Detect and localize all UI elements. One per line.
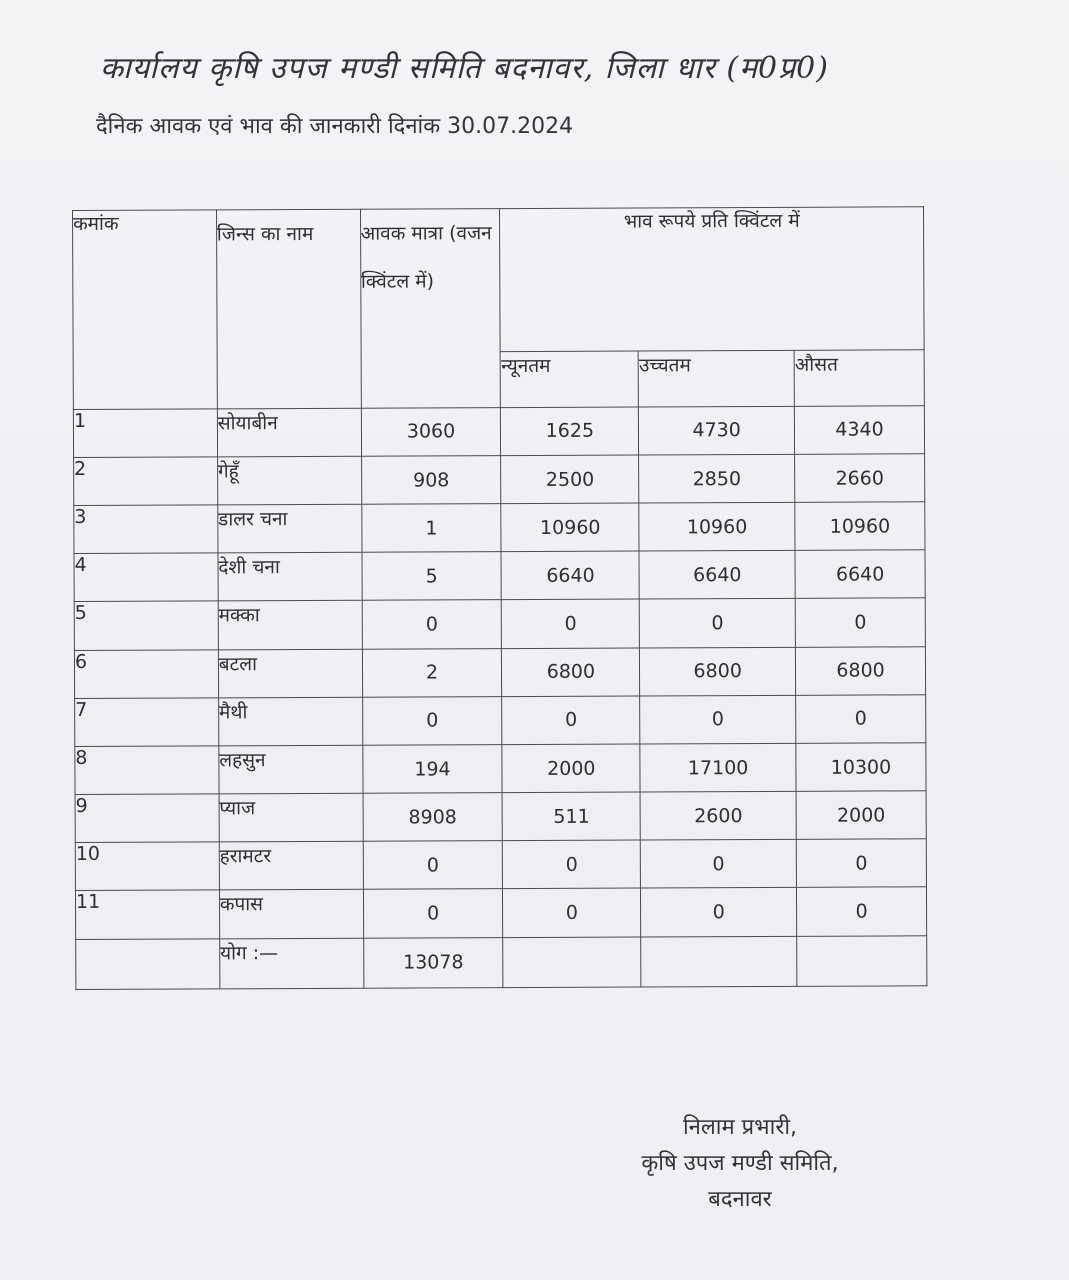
total-label: योग :— (219, 938, 363, 989)
row-commodity-name: लहसुन (219, 745, 363, 794)
row-avg-price: 10300 (796, 743, 926, 792)
table-row (75, 743, 926, 795)
table-row (75, 791, 926, 843)
row-min-price: 0 (503, 840, 641, 889)
row-commodity-name: प्याज (219, 793, 363, 842)
row-serial: 7 (75, 698, 219, 747)
row-max-price: 17100 (640, 743, 796, 792)
row-min-price: 0 (502, 696, 640, 745)
row-max-price: 0 (640, 695, 796, 744)
row-arrival: 5 (362, 552, 502, 601)
signature-block (600, 1110, 880, 1218)
total-serial-cell (76, 939, 220, 990)
row-max-price: 2850 (639, 454, 795, 503)
price-table (72, 206, 927, 990)
row-avg-price: 0 (797, 887, 927, 936)
header-row (73, 207, 925, 353)
row-commodity-name: सोयाबीन (217, 408, 361, 457)
row-max-price: 4730 (639, 406, 795, 455)
row-serial: 2 (74, 457, 218, 506)
row-commodity-name: हरामटर (219, 842, 363, 891)
row-commodity-name: मक्का (218, 601, 362, 650)
row-avg-price: 0 (795, 598, 925, 647)
row-arrival: 0 (363, 841, 503, 890)
row-min-price: 6640 (501, 551, 639, 600)
row-max-price: 6800 (640, 647, 796, 696)
total-row (76, 936, 927, 990)
table-row (75, 695, 926, 747)
total-avg-cell (797, 936, 927, 987)
row-commodity-name: मैथी (218, 697, 362, 746)
office-title: कार्यालय कृषि उपज मण्डी समिति बदनावर, जिला धार (म0प्र0) (100, 51, 829, 86)
row-max-price: 0 (640, 599, 796, 648)
column-header-min: न्यूनतम (501, 351, 639, 408)
table-row (74, 598, 925, 650)
row-arrival: 908 (361, 456, 501, 505)
row-serial: 1 (73, 409, 217, 458)
row-avg-price: 0 (796, 839, 926, 888)
row-serial: 11 (75, 890, 219, 939)
row-max-price: 2600 (640, 791, 796, 840)
row-arrival: 3060 (361, 407, 501, 456)
table-row (75, 839, 926, 891)
total-min-cell (503, 937, 641, 988)
row-avg-price: 2660 (795, 454, 925, 503)
row-min-price: 0 (503, 888, 641, 937)
signature-place: बदनावर (708, 1187, 772, 1212)
row-commodity-name: बटला (218, 649, 362, 698)
row-serial: 6 (74, 649, 218, 698)
row-min-price: 2000 (502, 744, 640, 793)
row-serial: 5 (74, 601, 218, 650)
column-header-commodity: जिन्स का नाम (216, 209, 361, 408)
row-max-price: 0 (641, 840, 797, 889)
row-commodity-name: देशी चना (218, 553, 362, 602)
table-row (74, 454, 925, 506)
row-arrival: 0 (362, 696, 502, 745)
row-avg-price: 6640 (795, 550, 925, 599)
row-max-price: 6640 (639, 551, 795, 600)
row-max-price: 0 (641, 888, 797, 937)
column-header-max: उच्चतम (638, 350, 794, 407)
column-header-price-group: भाव रूपये प्रति क्विंटल में (500, 207, 924, 351)
row-avg-price: 4340 (794, 406, 924, 455)
column-header-serial: कमांक (73, 210, 218, 409)
row-arrival: 194 (362, 745, 502, 794)
table-row (74, 502, 925, 554)
table-row (73, 406, 924, 458)
row-serial: 3 (74, 505, 218, 554)
row-serial: 4 (74, 553, 218, 602)
signature-office: कृषि उपज मण्डी समिति, (641, 1151, 839, 1176)
signature-designation: निलाम प्रभारी, (682, 1115, 798, 1140)
row-arrival: 8908 (363, 793, 503, 842)
row-arrival: 1 (361, 504, 501, 553)
row-commodity-name: कपास (219, 890, 363, 939)
table-row (75, 887, 926, 939)
row-min-price: 10960 (501, 503, 639, 552)
row-commodity-name: डालर चना (218, 504, 362, 553)
row-min-price: 2500 (501, 455, 639, 504)
row-serial: 8 (75, 746, 219, 795)
row-arrival: 2 (362, 648, 502, 697)
total-arrival: 13078 (363, 937, 503, 988)
total-max-cell (641, 936, 797, 987)
table-row (74, 646, 925, 698)
column-header-arrival: आवक मात्रा (वजन क्विंटल में) (360, 209, 501, 408)
row-avg-price: 0 (796, 695, 926, 744)
row-min-price: 0 (502, 599, 640, 648)
table-row (74, 550, 925, 602)
row-avg-price: 6800 (796, 646, 926, 695)
report-subtitle: दैनिक आवक एवं भाव की जानकारी दिनांक 30.07.2024 (96, 114, 574, 139)
column-header-avg: औसत (794, 349, 924, 406)
row-arrival: 0 (363, 889, 503, 938)
row-serial: 10 (75, 842, 219, 891)
row-min-price: 6800 (502, 648, 640, 697)
row-commodity-name: गेहूँ (217, 456, 361, 505)
row-arrival: 0 (362, 600, 502, 649)
row-avg-price: 10960 (795, 502, 925, 551)
row-serial: 9 (75, 794, 219, 843)
row-max-price: 10960 (639, 502, 795, 551)
row-min-price: 1625 (501, 407, 639, 456)
row-avg-price: 2000 (796, 791, 926, 840)
row-min-price: 511 (502, 792, 640, 841)
